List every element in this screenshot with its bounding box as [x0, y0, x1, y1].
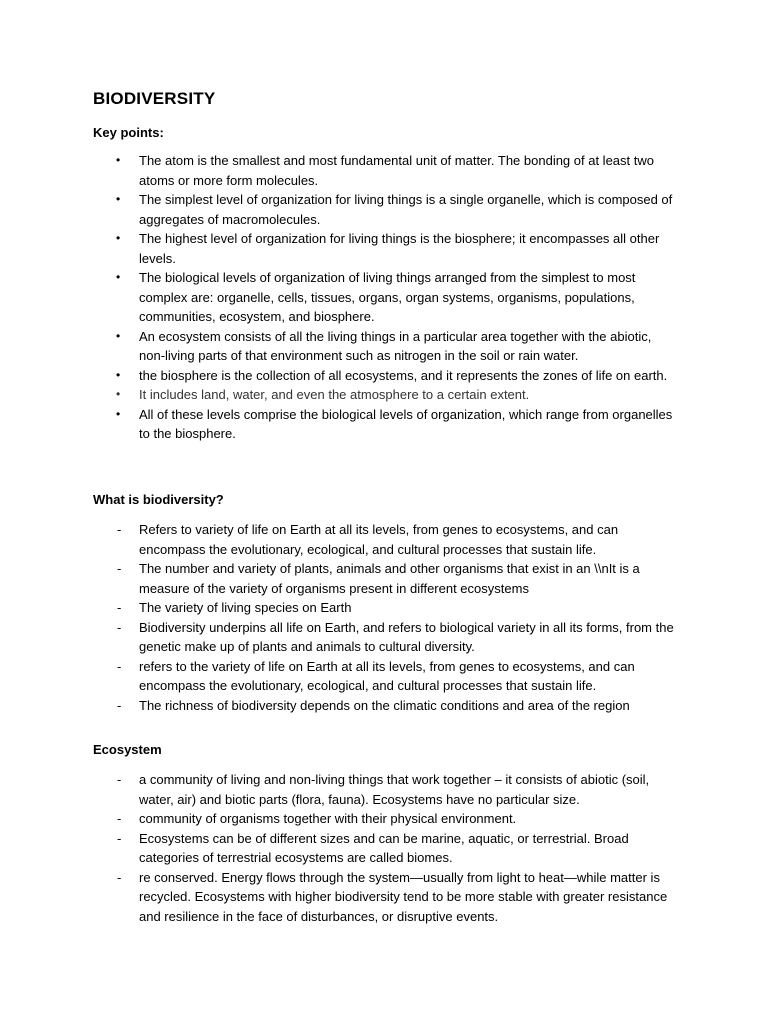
dash-marker: -: [117, 522, 122, 537]
list-item-text: The highest level of organization for living things is the biosphere; it encompasses all other levels.: [139, 231, 660, 266]
list-item: [0, 385, 768, 405]
list-item: [0, 229, 768, 268]
list-item: [0, 618, 768, 657]
list-item: [0, 598, 768, 618]
list-item: [0, 151, 768, 190]
dash-marker: -: [117, 772, 122, 787]
dash-marker: -: [117, 830, 122, 846]
dash-marker: -: [117, 869, 122, 885]
list-item: [0, 770, 768, 809]
list-item: [0, 327, 768, 366]
list-item-text: re conserved. Energy flows through the system—usually from light to heat—while matter is recycled. Ecosystems with higher biodiversity tend to be more stable with greater resistance and resilience in the face of disturbances, or disruptive events.: [139, 869, 668, 924]
bullet-marker: •: [116, 231, 121, 245]
list-item: [0, 829, 768, 868]
list-item: [0, 268, 768, 327]
list-item: [0, 559, 768, 598]
key-points-list: [0, 151, 768, 444]
list-item: [0, 190, 768, 229]
key-points-heading: Key points:: [93, 125, 164, 140]
dash-marker: -: [117, 619, 122, 635]
ecosystem-heading: Ecosystem: [93, 742, 162, 757]
list-item: [0, 366, 768, 386]
list-item-text: a community of living and non-living things that work together – it consists of abiotic (soil, water, air) and biotic parts (flora, fauna). Ecosystems have no particular size.: [139, 772, 650, 807]
list-item-text: community of organisms together with their physical environment.: [139, 811, 517, 826]
list-item-text: The variety of living species on Earth: [139, 600, 352, 615]
dash-marker: -: [117, 658, 122, 674]
list-item: [0, 809, 768, 829]
bullet-marker: •: [116, 367, 121, 382]
list-item: [0, 868, 768, 927]
list-item-text: Biodiversity underpins all life on Earth, and refers to biological variety in all its forms, from the genetic make up of plants and animals to cultural diversity.: [139, 619, 674, 654]
document-title: BIODIVERSITY: [93, 89, 216, 108]
ecosystem-list: [0, 770, 768, 926]
dash-marker: -: [117, 811, 122, 826]
list-item-text: Refers to variety of life on Earth at all its levels, from genes to ecosystems, and can encompass the evolutionary, ecological, and cultural processes that sustain life.: [139, 522, 619, 557]
dash-marker: -: [117, 561, 122, 576]
list-item-text: The simplest level of organization for living things is a single organelle, which is composed of aggregates of macromolecules.: [139, 192, 673, 227]
list-item: [0, 520, 768, 559]
dash-marker: -: [117, 600, 122, 615]
list-item-text: The atom is the smallest and most fundamental unit of matter. The bonding of at least two atoms or more form molecules.: [139, 153, 654, 188]
list-item-text: It includes land, water, and even the atmosphere to a certain extent.: [139, 387, 530, 402]
what-is-biodiversity-heading: What is biodiversity?: [93, 492, 224, 507]
bullet-marker: •: [116, 153, 121, 167]
list-item-text: the biosphere is the collection of all ecosystems, and it represents the zones of life on earth.: [139, 367, 668, 383]
what-is-biodiversity-list: [0, 520, 768, 715]
list-item-text: refers to the variety of life on Earth at all its levels, from genes to ecosystems, and can encompass the evolutionary, ecological, and cultural processes that sustain life.: [139, 658, 635, 693]
list-item-text: An ecosystem consists of all the living things in a particular area together with the abiotic, non-living parts of that environment such as nitrogen in the soil or rain water.: [139, 328, 652, 363]
bullet-marker: •: [116, 406, 121, 421]
list-item-text: All of these levels comprise the biological levels of organization, which range from organelles to the biosphere.: [139, 406, 673, 441]
list-item-text: Ecosystems can be of different sizes and can be marine, aquatic, or terrestrial. Broad categories of terrestrial ecosystems are called biomes.: [139, 830, 629, 865]
list-item: [0, 405, 768, 444]
list-item: [0, 657, 768, 696]
bullet-marker: •: [116, 387, 121, 401]
list-item-text: The number and variety of plants, animals and other organisms that exist in an \\nIt is a measure of the variety of organisms present in different ecosystems: [139, 561, 640, 596]
list-item-text: The biological levels of organization of living things arranged from the simplest to most complex are: organelle, cells, tissues, organs, organ systems, organisms, populations, communities, ecosystem, and biosphere.: [139, 270, 636, 324]
dash-marker: -: [117, 697, 122, 713]
bullet-marker: •: [116, 328, 121, 343]
bullet-marker: •: [116, 192, 121, 206]
list-item: [0, 696, 768, 716]
bullet-marker: •: [116, 270, 121, 284]
list-item-text: The richness of biodiversity depends on the climatic conditions and area of the region: [139, 697, 630, 713]
